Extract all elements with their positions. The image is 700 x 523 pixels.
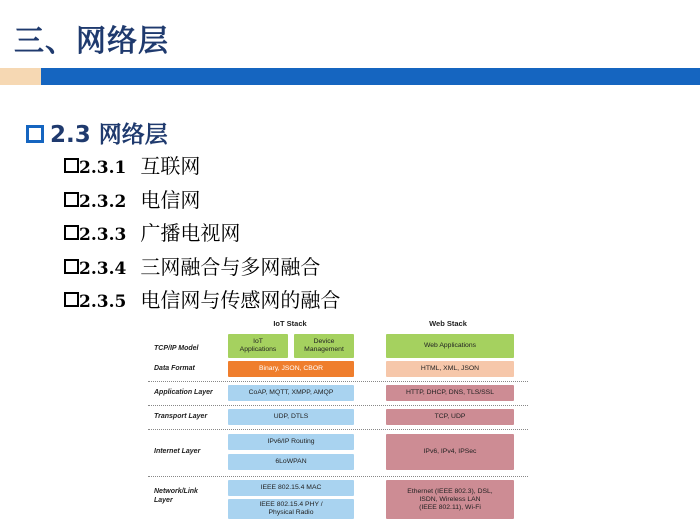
- subsection-label: 广播电视网: [140, 221, 241, 245]
- device-management-box: [294, 334, 354, 358]
- row-label-internet: Internet Layer: [154, 448, 201, 455]
- layer-divider: [148, 405, 528, 406]
- list-item: [64, 217, 340, 251]
- bullet-square-icon: [26, 125, 44, 143]
- row-label-transport: Transport Layer: [154, 413, 208, 420]
- subsection-number: 2.3.5: [79, 292, 127, 312]
- section-number: 2.3: [50, 122, 91, 148]
- row-label-network-link-line1: Network/Link: [154, 488, 198, 495]
- web-internet-box: IPv6, IPv4, IPSec: [386, 434, 514, 470]
- subsection-number: 2.3.3: [79, 225, 127, 245]
- subsection-number: 2.3.1: [79, 158, 127, 178]
- row-label-network-link-line2: Layer: [154, 496, 173, 504]
- iot-application-layer-box: CoAP, MQTT, XMPP, AMQP: [228, 385, 354, 401]
- web-link-line1: Ethernet (IEEE 802.3), DSL,: [407, 487, 493, 495]
- list-item: [64, 251, 340, 285]
- subsection-list: [64, 150, 340, 318]
- iot-transport-box: UDP, DTLS: [228, 409, 354, 425]
- subsection-label: 互联网: [140, 154, 201, 178]
- list-item: [64, 150, 340, 184]
- web-applications-box: Web Applications: [386, 334, 514, 358]
- web-application-layer-box: HTTP, DHCP, DNS, TLS/SSL: [386, 385, 514, 401]
- row-label-network-link: [154, 488, 198, 505]
- row-label-tcpip: TCP/IP Model: [154, 345, 199, 352]
- subsection-number: 2.3.4: [79, 258, 127, 279]
- row-label-application: Application Layer: [154, 389, 213, 396]
- subsection-number: 2.3.2: [79, 191, 127, 212]
- layer-divider: [148, 476, 528, 477]
- title-bar-accent: [0, 68, 41, 85]
- device-management-line1: Device: [313, 338, 335, 345]
- slide-title: 三、网络层: [14, 24, 169, 59]
- iot-phy-line1: IEEE 802.15.4 PHY /: [259, 501, 323, 508]
- subsection-label: 电信网: [140, 187, 201, 212]
- list-item: [64, 184, 340, 218]
- checkbox-square-icon: [64, 225, 79, 240]
- iot-phy-line2: Physical Radio: [268, 509, 314, 516]
- iot-phy-box: [228, 499, 354, 519]
- checkbox-square-icon: [64, 192, 79, 207]
- web-stack-title: Web Stack: [429, 319, 467, 328]
- iot-mac-box: IEEE 802.15.4 MAC: [228, 480, 354, 496]
- title-bar: [41, 68, 700, 85]
- section-heading: [26, 116, 168, 149]
- iot-stack-title: IoT Stack: [273, 319, 307, 328]
- iot-vs-web-stack-diagram: [148, 316, 528, 521]
- web-link-line2: ISDN, Wireless LAN: [419, 495, 481, 503]
- iot-applications-line2: Applications: [239, 346, 277, 353]
- list-item: [64, 284, 340, 318]
- iot-routing-box: IPv6/IP Routing: [228, 434, 354, 450]
- section-label: 网络层: [98, 122, 168, 148]
- subsection-label: 三网融合与多网融合: [140, 254, 321, 279]
- layer-divider: [148, 429, 528, 430]
- iot-6lowpan-box: 6LoWPAN: [228, 454, 354, 470]
- checkbox-square-icon: [64, 158, 79, 173]
- iot-data-format-box: Binary, JSON, CBOR: [228, 361, 354, 377]
- iot-applications-line1: IoT: [253, 338, 263, 345]
- layer-divider: [148, 381, 528, 382]
- iot-applications-box: [228, 334, 288, 358]
- web-link-box: [386, 480, 514, 519]
- checkbox-square-icon: [64, 292, 79, 307]
- checkbox-square-icon: [64, 259, 79, 274]
- web-data-format-box: HTML, XML, JSON: [386, 361, 514, 377]
- web-link-line3: (IEEE 802.11), Wi-Fi: [419, 503, 481, 511]
- web-transport-box: TCP, UDP: [386, 409, 514, 425]
- subsection-label: 电信网与传感网的融合: [140, 288, 341, 312]
- row-label-data-format: Data Format: [154, 365, 195, 372]
- device-management-line2: Management: [304, 346, 344, 353]
